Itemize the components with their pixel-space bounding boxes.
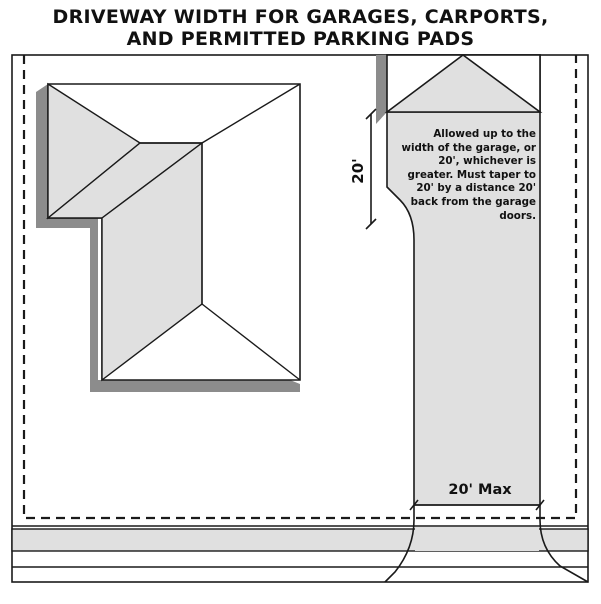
garage-width-note: Allowed up to the width of the garage, or 20', whichever is greater. Must taper to 20' by a distance 20' back from the garage doors. [401, 128, 536, 222]
apron-fill [415, 527, 539, 551]
title-line-1: DRIVEWAY WIDTH FOR GARAGES, CARPORTS, [52, 6, 549, 28]
driveway [387, 55, 540, 505]
vertical-dimension-label: 20' [349, 158, 367, 184]
garage-shadow [376, 55, 387, 124]
title-line-2: AND PERMITTED PARKING PADS [126, 28, 475, 50]
horizontal-dimension-label: 20' Max [448, 482, 512, 498]
